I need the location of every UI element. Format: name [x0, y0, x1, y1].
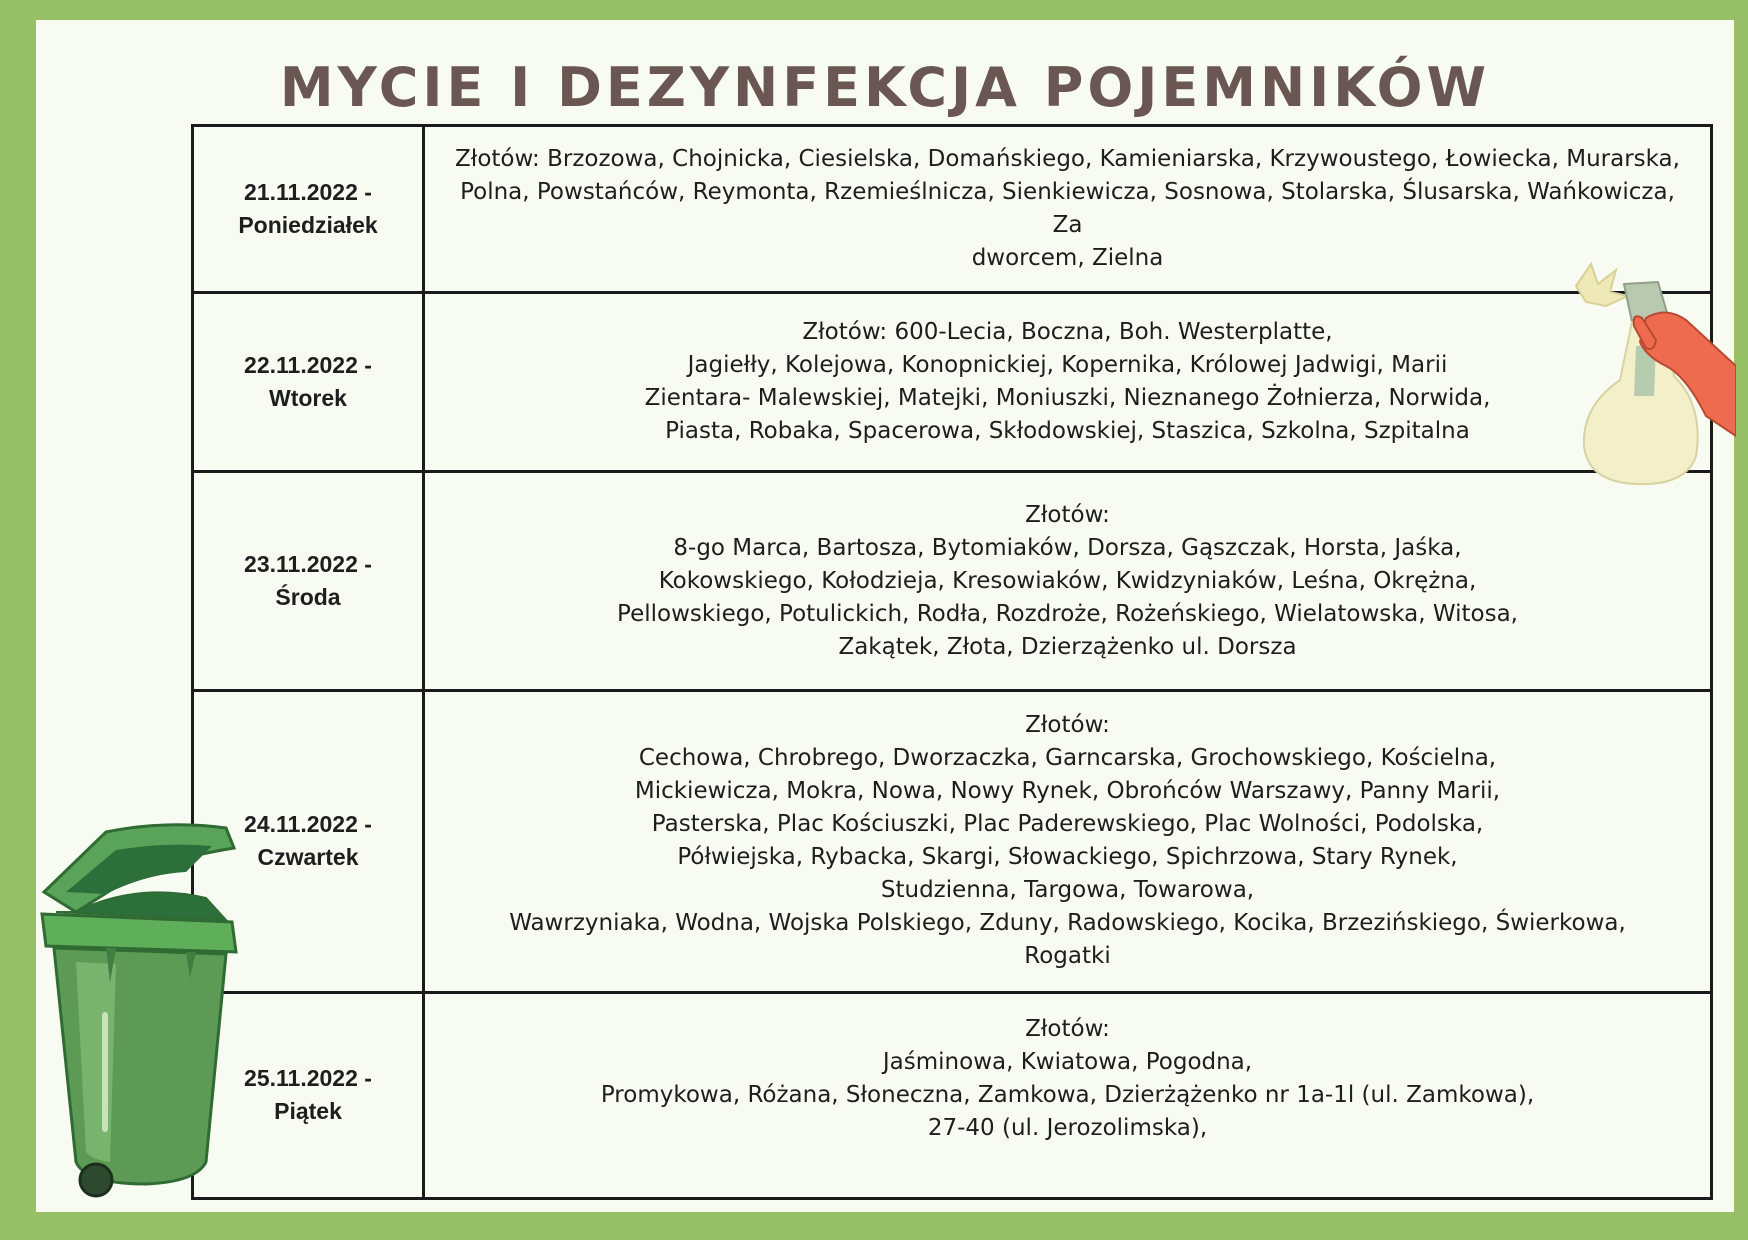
street-line: dworcem, Zielna: [971, 244, 1164, 271]
date-cell: [193, 292, 424, 471]
street-line: Półwiejska, Rybacka, Skargi, Słowackiego, Spichrzowa, Stary Rynek,: [677, 844, 1458, 871]
streets-cell: [424, 691, 1712, 993]
street-line: Kokowskiego, Kołodzieja, Kresowiaków, Kwidzyniaków, Leśna, Okrężna,: [658, 567, 1477, 594]
street-line: Pellowskiego, Potulickich, Rodła, Rozdroże, Rożeńskiego, Wielatowska, Witosa,: [617, 600, 1518, 627]
street-line: Zientara- Malewskiej, Matejki, Moniuszki, Nieznanego Żołnierza, Norwida,: [644, 384, 1491, 411]
weekday-text: Czwartek: [257, 844, 359, 871]
waste-bin-icon: [36, 812, 266, 1202]
schedule-row: [193, 126, 1712, 293]
street-line: Promykowa, Różana, Słoneczna, Zamkowa, Dzierżążenko nr 1a-1l (ul. Zamkowa),: [600, 1081, 1535, 1108]
date-text: 21.11.2022 -: [244, 178, 372, 205]
street-line: Mickiewicza, Mokra, Nowa, Nowy Rynek, Obrońców Warszawy, Panny Marii,: [634, 778, 1501, 805]
street-line: Złotów:: [1025, 1015, 1110, 1042]
street-line: Piasta, Robaka, Spacerowa, Skłodowskiej, Staszica, Szkolna, Szpitalna: [665, 417, 1470, 444]
street-line: 8-go Marca, Bartosza, Bytomiaków, Dorsza, Gąszczak, Horsta, Jaśka,: [673, 534, 1462, 561]
schedule-row: [193, 471, 1712, 690]
street-line: [447, 1145, 1688, 1178]
weekday-text: Piątek: [274, 1098, 342, 1125]
street-line: Studzienna, Targowa, Towarowa,: [880, 877, 1255, 904]
street-line: Pasterska, Plac Kościuszki, Plac Paderewskiego, Plac Wolności, Podolska,: [651, 811, 1484, 838]
street-line: Złotów: 600-Lecia, Boczna, Boh. Westerplatte,: [802, 318, 1333, 345]
street-line: Rogatki: [1024, 943, 1111, 970]
schedule-row: [193, 691, 1712, 993]
weekday-text: Środa: [275, 584, 341, 611]
streets-cell: [424, 992, 1712, 1198]
street-line: Cechowa, Chrobrego, Dworzaczka, Garncarska, Grochowskiego, Kościelna,: [638, 745, 1497, 772]
date-text: 24.11.2022 -: [244, 811, 372, 838]
street-line: Jaśminowa, Kwiatowa, Pogodna,: [882, 1048, 1253, 1075]
street-line: Złotów: Brzozowa, Chojnicka, Ciesielska, Domańskiego, Kamieniarska, Krzywoustego, Łowiecka, Murarska,: [455, 145, 1680, 172]
streets-cell: [424, 292, 1712, 471]
schedule-table: [191, 124, 1713, 1200]
street-line: Polna, Powstańców, Reymonta, Rzemieślnicza, Sienkiewicza, Sosnowa, Stolarska, Ślusarska, Wańkowicza, Za: [460, 178, 1675, 238]
date-text: 22.11.2022 -: [244, 351, 372, 378]
date-text: 25.11.2022 -: [244, 1065, 372, 1092]
street-line: 27-40 (ul. Jerozolimska),: [927, 1114, 1208, 1141]
street-line: Jagiełły, Kolejowa, Konopnickiej, Kopernika, Królowej Jadwigi, Marii: [687, 351, 1448, 378]
date-text: 23.11.2022 -: [244, 551, 372, 578]
streets-cell: [424, 126, 1712, 293]
street-line: Złotów:: [1025, 501, 1110, 528]
date-cell: [193, 471, 424, 690]
streets-cell: [424, 471, 1712, 690]
weekday-text: Poniedziałek: [238, 211, 378, 238]
page-title: MYCIE I DEZYNFEKCJA POJEMNIKÓW: [279, 56, 1491, 119]
date-cell: [193, 126, 424, 293]
street-line: Wawrzyniaka, Wodna, Wojska Polskiego, Zduny, Radowskiego, Kocika, Brzezińskiego, Świerkowa,: [509, 910, 1626, 937]
weekday-text: Wtorek: [269, 384, 347, 411]
street-line: Złotów:: [1025, 712, 1110, 739]
poster-page: [36, 20, 1734, 1212]
spray-bottle-icon: [1536, 256, 1736, 496]
street-line: Zakątek, Złota, Dzierzążenko ul. Dorsza: [838, 633, 1297, 660]
schedule-row: [193, 292, 1712, 471]
schedule-row: [193, 992, 1712, 1198]
